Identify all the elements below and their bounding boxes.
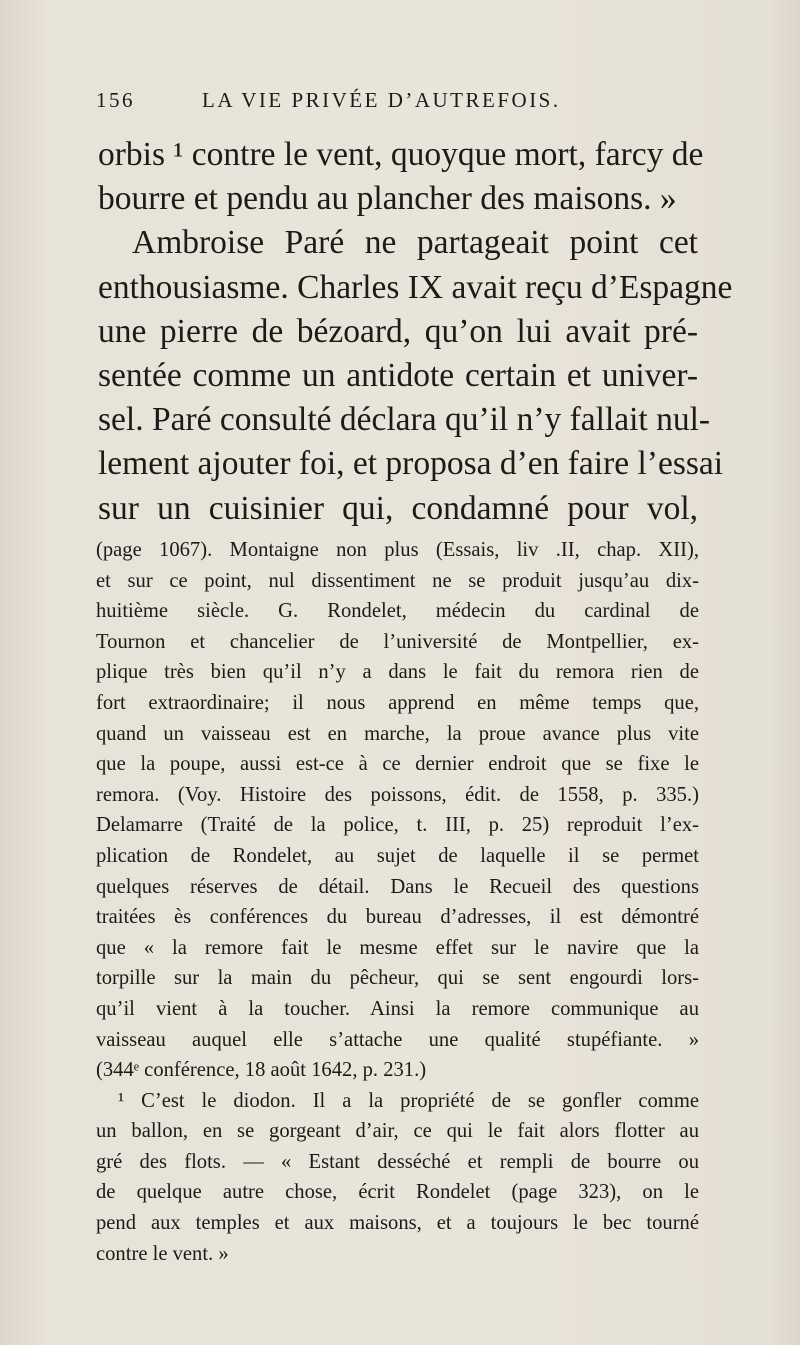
text-line: enthousiasme. Charles IX avait reçu d’Espagne <box>98 268 733 306</box>
text-line: sentée comme un antidote certain et univer- <box>98 357 698 395</box>
footnote-line: gré des flots. — « Estant desséché et rempli de bourre ou <box>96 1150 699 1173</box>
footnote-line: remora. (Voy. Histoire des poissons, édit. de 1558, p. 335.) <box>96 783 699 806</box>
footnote-line: et sur ce point, nul dissentiment ne se produit jusqu’au dix- <box>96 569 699 592</box>
page-number: 156 <box>96 88 135 112</box>
text-line: sel. Paré consulté déclara qu’il n’y fallait nul- <box>98 401 711 439</box>
text-line: orbis ¹ contre le vent, quoyque mort, farcy de <box>98 136 704 173</box>
footnote-line: quelques réserves de détail. Dans le Recueil des questions <box>96 875 699 898</box>
footnote-line: que la poupe, aussi est-ce à ce dernier endroit que se fixe le <box>96 753 699 776</box>
footnote-line: vaisseau auquel elle s’attache une qualité stupéfiante. » <box>96 1028 699 1051</box>
page-edge-shading <box>770 0 800 1345</box>
text-line: sur un cuisinier qui, condamné pour vol, <box>98 489 698 527</box>
footnote-line: torpille sur la main du pêcheur, qui se sent engourdi lors- <box>96 967 699 990</box>
footnote-line: fort extraordinaire; il nous apprend en même temps que, <box>96 691 699 714</box>
footnote-line: contre le vent. » <box>96 1242 229 1265</box>
running-header <box>96 88 696 113</box>
footnote-line: pend aux temples et aux maisons, et a toujours le bec tourné <box>96 1212 699 1235</box>
running-title: LA VIE PRIVÉE D’AUTREFOIS. <box>202 88 561 112</box>
footnote-line: traitées ès conférences du bureau d’adresses, il est démontré <box>96 906 699 929</box>
footnote-line: qu’il vient à la toucher. Ainsi la remore communique au <box>96 997 699 1020</box>
footnote-line: (page 1067). Montaigne non plus (Essais, liv .II, chap. XII), <box>96 539 699 561</box>
footnote-line: huitième siècle. G. Rondelet, médecin du cardinal de <box>96 600 699 623</box>
footnote-line: de quelque autre chose, écrit Rondelet (page 323), on le <box>96 1181 699 1204</box>
footnote-line: un ballon, en se gorgeant d’air, ce qui le fait alors flotter au <box>96 1120 699 1143</box>
footnote-line: Delamarre (Traité de la police, t. III, p. 25) reproduit l’ex- <box>96 814 699 837</box>
footnote-line: Tournon et chancelier de l’université de Montpellier, ex- <box>96 630 699 653</box>
text-line: une pierre de bézoard, qu’on lui avait pré- <box>98 312 698 350</box>
footnote-line: (344ᵉ conférence, 18 août 1642, p. 231.) <box>96 1059 427 1082</box>
main-text <box>98 133 733 531</box>
footnote-line: quand un vaisseau est en marche, la proue avance plus vite <box>96 722 699 745</box>
footnotes <box>96 535 699 1269</box>
text-line: Ambroise Paré ne partageait point cet <box>132 224 698 262</box>
footnote-line: ¹ C’est le diodon. Il a la propriété de se gonfler comme <box>118 1089 699 1112</box>
footnote-line: plique très bien qu’il n’y a dans le fait du remora rien de <box>96 661 699 684</box>
text-line: lement ajouter foi, et proposa d’en faire l’essai <box>98 445 724 483</box>
text-line: bourre et pendu au plancher des maisons. » <box>98 180 677 218</box>
footnote-line: plication de Rondelet, au sujet de laquelle il se permet <box>96 844 699 867</box>
footnote-line: que « la remore fait le mesme effet sur le navire que la <box>96 936 699 959</box>
